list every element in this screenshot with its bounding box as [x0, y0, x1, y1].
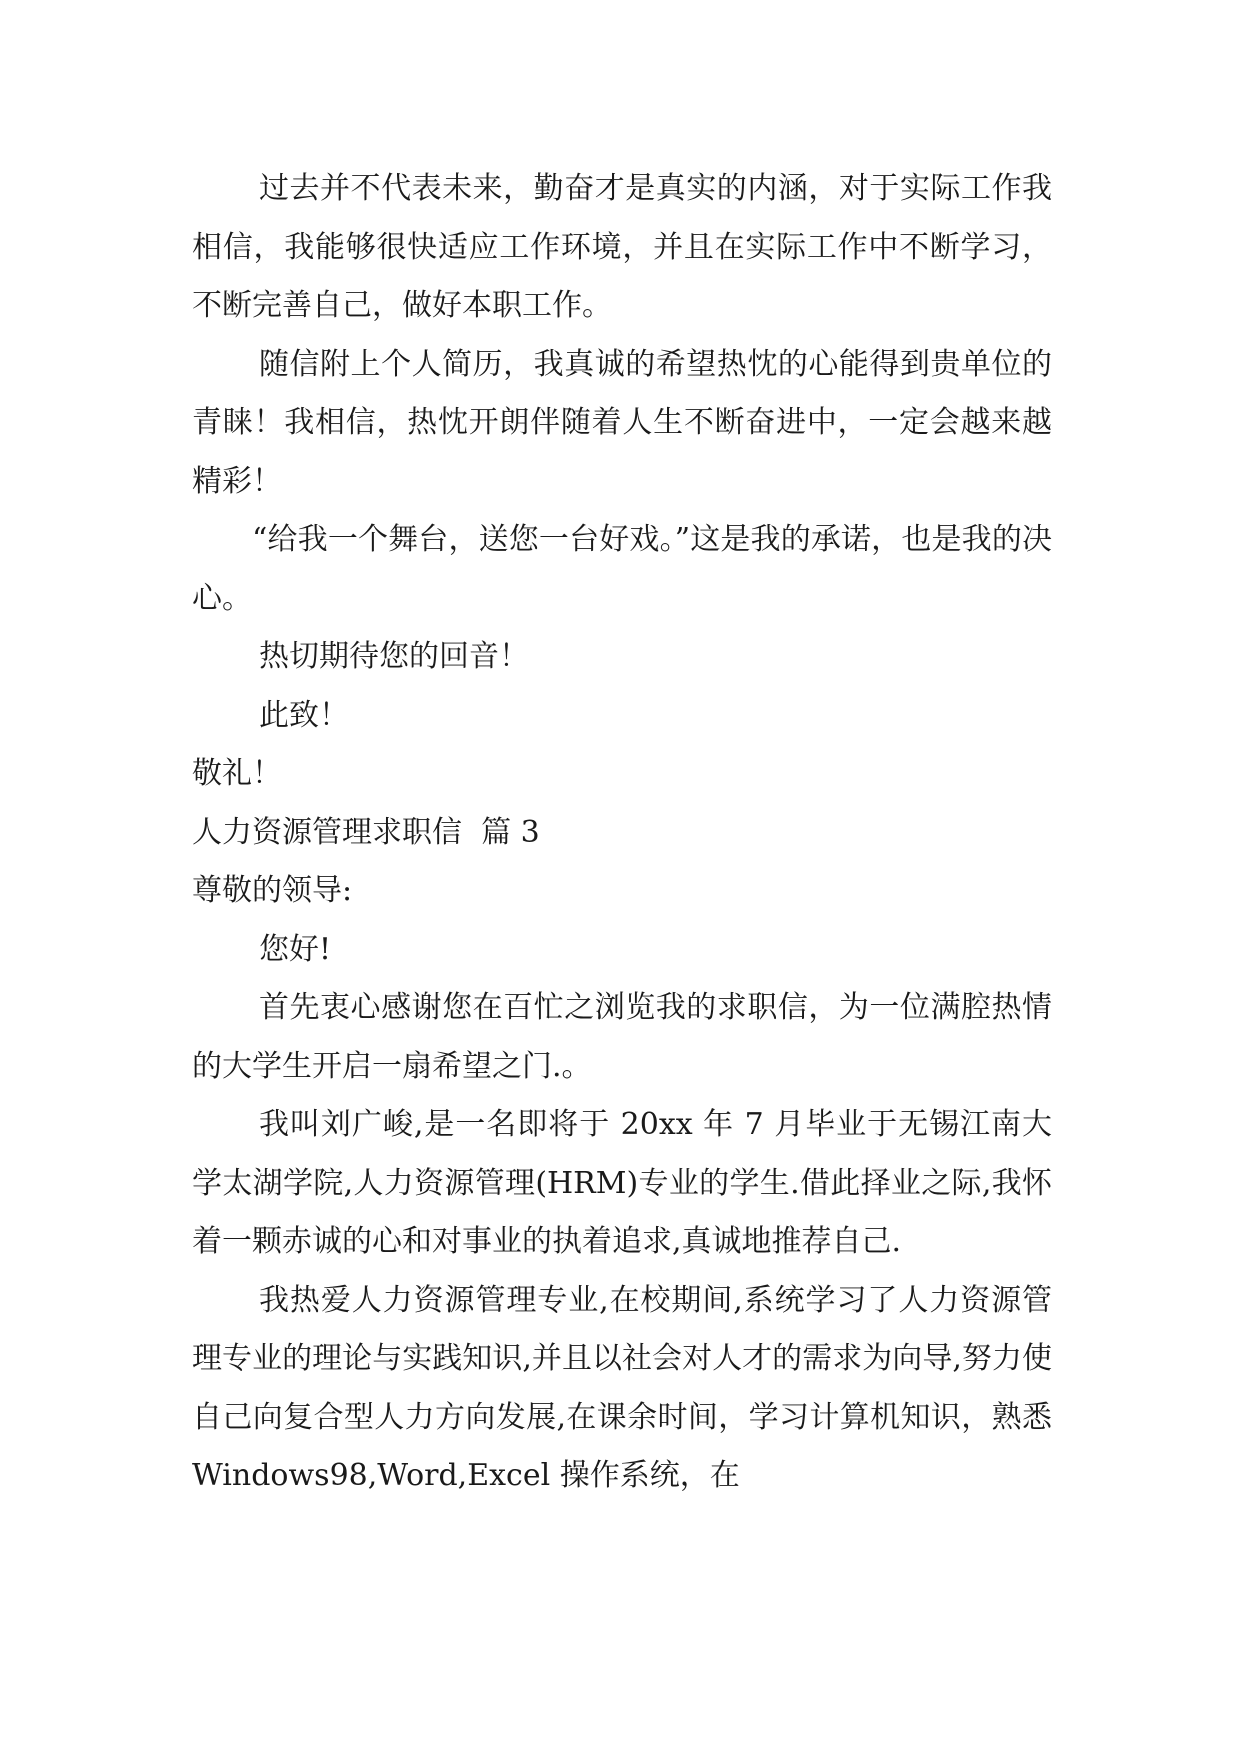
document-body — [192, 160, 1052, 1506]
salutation: 尊敬的领导: — [192, 873, 353, 908]
paragraph-past-not-future: 过去并不代表未来，勤奋才是真实的内涵，对于实际工作我相信，我能够很快适应工作环境，并且在实际工作中不断学习，不断完善自己，做好本职工作。 — [192, 171, 1052, 323]
paragraph-thanks: 首先衷心感谢您在百忙之浏览我的求职信，为一位满腔热情的大学生开启一扇希望之门.。 — [192, 990, 1052, 1084]
closing-jingli: 敬礼！ — [192, 756, 282, 791]
greeting: 您好! — [259, 931, 332, 967]
paragraph-attached-resume: 随信附上个人简历，我真诚的希望热忱的心能得到贵单位的青睐！我相信，热忱开朗伴随着人生不断奋进中，一定会越来越精彩！ — [192, 346, 1052, 499]
paragraph-await-reply: 热切期待您的回音！ — [259, 639, 529, 674]
paragraph-introduction: 我叫刘广峻,是一名即将于 20xx 年 7 月毕业于无锡江南大学太湖学院,人力资源管理(HRM)专业的学生.借此择业之际,我怀着一颗赤诚的心和对事业的执着追求,真诚地推荐自己. — [192, 1107, 1052, 1259]
paragraph-major-study: 我热爱人力资源管理专业,在校期间,系统学习了人力资源管理专业的理论与实践知识,并且以社会对人才的需求为向导,努力使自己向复合型人力方向发展,在课余时间，学习计算机知识，熟悉 Windows98,Word,Excel 操作系统，在 — [192, 1282, 1052, 1493]
section-heading: 人力资源管理求职信 篇 3 — [192, 814, 540, 850]
closing-cizhi: 此致！ — [259, 697, 349, 733]
paragraph-stage-promise: “给我一个舞台，送您一台好戏。”这是我的承诺，也是我的决心。 — [192, 522, 1052, 616]
